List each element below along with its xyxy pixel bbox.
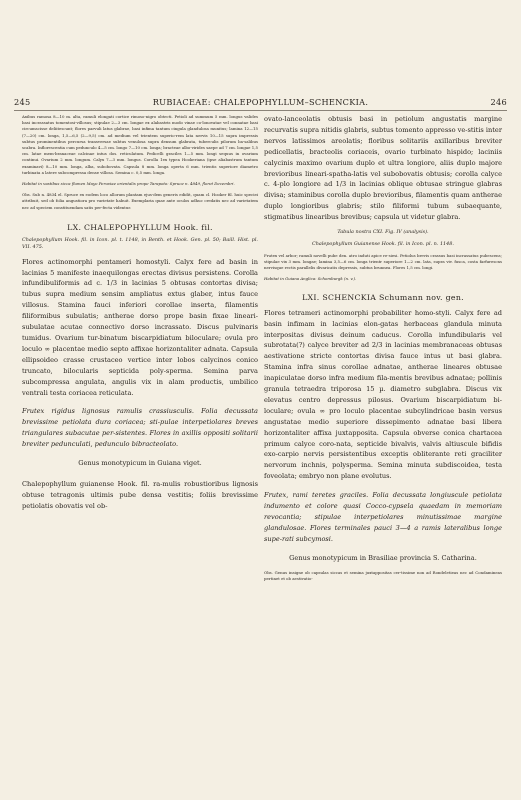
habit-description: Frutex rigidus lignosus ramulis crassiusculis. Folia decussata brevissime petiolata dura coriacea; sti-pulae interpetiolares breves triangulares subacutae per-sistentes. Flores in axillis oppositi solitarii breviter pedunculati, pedunculo bibracteolato. — [22, 407, 258, 449]
header-rule — [14, 110, 507, 111]
species-reference: Chalepophyllum Guianense Hook. fil. in Icon. pl. n. 1148. — [312, 241, 454, 248]
page-number-left: 245 — [14, 97, 31, 107]
genus-title: LXI. SCHENCKIA Schumann nov. gen. — [302, 292, 464, 302]
species-diagnosis: Chalepophyllum guianense Hook. fil. ra-mulis robustioribus lignosis obtuse tetragonis ultimis pube densa vestitis; foliis brevissime petiolatis obovatis vel ob- — [22, 479, 258, 510]
habit-description: Frutex, rami teretes graciles. Folia decussata longiuscule petiolata indumento et colore quasi Cocco-cypsela quaedam in memoriam revocantia; stipulae interpetiolares minutissimae margine glandulosae. Flores terminales pauci 3—4 a ramis lateralibus longe supe-rati subcymosi. — [264, 491, 502, 543]
species-description: Frutex vel arbor; ramuli novelli pube den. atro induti apice re-siesi. Petiolus brevis crassus basi incrassatus pubescens; stipulae vix 3 mm. longae; lamina 3,5—6 cm. longa trientr superiore 1—2 cm. lata, supra viv. fusca, costa farfurescns nervisque rectis parallelis divaricatis depressis, subtus brunnea. Flores 1,5 cm. longi. — [264, 252, 502, 271]
plate-reference: Tabula nostra CXI. Fig. IV (analysis). — [337, 229, 429, 236]
genus-description: Flores tetrameri actinomorphi probabiliter homo-styli. Calyx fere ad basin infimam in lacinias elon-gatas herbaceas glandula minuta interpositas divisus deinum caducus. Corolla infundibularis vel subrotata(?) calyce breviter ad 2/3 in lacinias membranaceas obtusas aestivatione stricte contortas divisa fauce intus ut basi glabra. Stamina infra sinus corollae adnatae, antherae lineares obtusae inapiculatae dorso infra medium fila-mentis brevibus adnatae; pollinis granula tetraedra triporosa 15 µ. diametro subglabra. Discus vix elevatus centro depressus pilosus. Ovarium biscarpidiatum bi-loculare; ovula ∞ pro loculo placentae subcylindricae basin versus angustatae medio superiore dissepimento adnatae basi libera horizontaliter affixa juxtapposita. Capsula obverse conica chartacea primum calyce coro-nata, septicide bivalvis, valvis altiuscule bifidis exo-carpio nervis persistentibus exceptis obliterante reti graciliter nervorum inchnis, polysperma. Semina minuta subdiscoidea, testa foveolata; embryo non plane evolutus. — [264, 308, 502, 481]
species-description: Axibus ramosa 8—10 m. alta, ramuli elongati cortice rimoso-nigro obtecti. Petioli ad summum 5 mm. longus valides basi incrassatus tomentosi-villosus; stipulae 2—3 cm. longae ex alabastris modo vinae co-lonovatae vel connatae basi circumscisse deliitescunt; flores parvuli latus glabrae, basi infima tantum cingula glandulosa munitus; lamina 12—15 (7—20) cm. longa, 1,5—6,5 (2—9,5) cm. ad medium vel trientem superio-rem lata nervis 10—15 supra impressis subtus prominentibus percursa transversae subtus venulosa supra densum glabrata, tuberculis pilorum ba-salibus scabra. Inflorescentia cum pedunculo 4—5 cm. longo 7—10 cm. longa; bracteae albo-virides saepe ad 7 cm. longae 1,5 cm. latae mem-branaceae calcinae intus dos. reticulatum. Pedicelli graciles 1—5 mm. longi sequus in ovarium continui. Ovarium 2 mm. longum. Calyx 7—3 mm. longus. Corolla 1ex typea Hookeriana (ipse aliabastrum tantum examinavi) 8—10 mm. longa, alba, subobovata. Capsula 8 mm. longa operta 6 mm. trientis superiore diametro turbinata a latere subcompressa dense villosa. Semina c. 0,5 mm. longa. — [22, 114, 258, 175]
page-number-right: 246 — [490, 97, 507, 107]
species-diagnosis-continued: ovato-lanceolatis obtusis basi in petiolum angustatis margine recurvatis supra nitidis glabris, subtus tomento appresso ve-stitis inter nervos latissimos areolatis; floribus solitariis axillaribus breviter pedicellatis, bracteolis coriaceis, ovario turbinato hispido; laciniis calycinis maximo ovarium duplo et ultra longiore, aliis duplo majore brevioribus lineari-spatha-latis vel subobovatis obtusis; corolla calyce c. 4-plo longiore ad 1/3 in lacinias oblique obtusae stringue glabras divisa; staminibus corolla duplo brevioribus, filamentis quam antherae duplo longioribus glabris; stilo filiformi tubum subaequante, stigmatibus linearibus brevibus; capsula ut videtur glabra. — [264, 115, 502, 222]
habitat-note: Habitat in vastibus sicca flumen Mayo Peruviae orientalis prope Tarapoto: Spruce n. 4849, floret Decembri. — [22, 181, 235, 187]
distribution-note: Genus monotypicum in Brasiliae provincia S. Catharina. — [289, 553, 477, 562]
genus-description: Flores actinomorphi pentameri homostyli. Calyx fere ad basin in lacinias 5 manifeste inaequilongas erectas divisus persistens. Corolla infundibuliformis ad c. 1/3 in lacinias 5 obtusas contortas divisa; tubus supra medium sensim ampliatus extus glaber, intus fauce villosus. Stamina fauci inferiori corollae inserta, filamentis filiformibus subulatis; antherae dorso prope basin fixae lineari-subulatae acutae connectivo dorso incrassato. Discus pulvinaris tumidus. Ovarium tur-binatum biscarpidiatum biloculare; ovula pro loculo ∞ placentae medio septo affixae horizontaliter adnata. Capsula ellipsoideo crasse crustaceo vertice inter lobos calycinos conico truncato, bilocularis septicida poly-sperma. Semina parva subcompressa angulata, angulis vix in alam productis, umbilico ventrali testa coriacea reticulata. — [22, 257, 258, 397]
right-column — [264, 114, 502, 582]
left-column — [22, 114, 258, 512]
page-header — [14, 97, 507, 109]
distribution-note: Genus monotypicum in Guiana viget. — [78, 459, 202, 468]
genus-title: LX. CHALEPOPHYLLUM Hook. fil. — [67, 222, 213, 232]
running-title: RUBIACEAE: CHALEPOPHYLLUM–SCHENCKIA. — [152, 97, 369, 107]
genus-reference: Chalepophyllum Hook. fil. in Icon. pl. t. 1148, in Benth. et Hook. Gen. pl. 50; Baill. Hist. pl. VII. 475. — [22, 236, 258, 251]
observation-note: Obs. Genus insigne ob capsulas siccas et semina juxtappositas cer-tissime non ad Rondeletieas nec ad Condamineas pertinet et ob aestivatio- — [264, 569, 502, 581]
habitat-note: Habitat in Guiana Anglica: Schomburgk (n. v.). — [264, 276, 357, 282]
observation-note: Obs. Sub n. 4834 el. Spruce ex eodem loco allorum plantam ejus-dem generis edidit, quam cl. Hooker fil. huic speciei attribuit, sed ob folia angustiora pro varietate habuit. Exemplaria quae ante oculos adhuc credatis nec ad varietatem nec ad speciem constituendam satis per-fecta videntur. — [22, 192, 258, 210]
